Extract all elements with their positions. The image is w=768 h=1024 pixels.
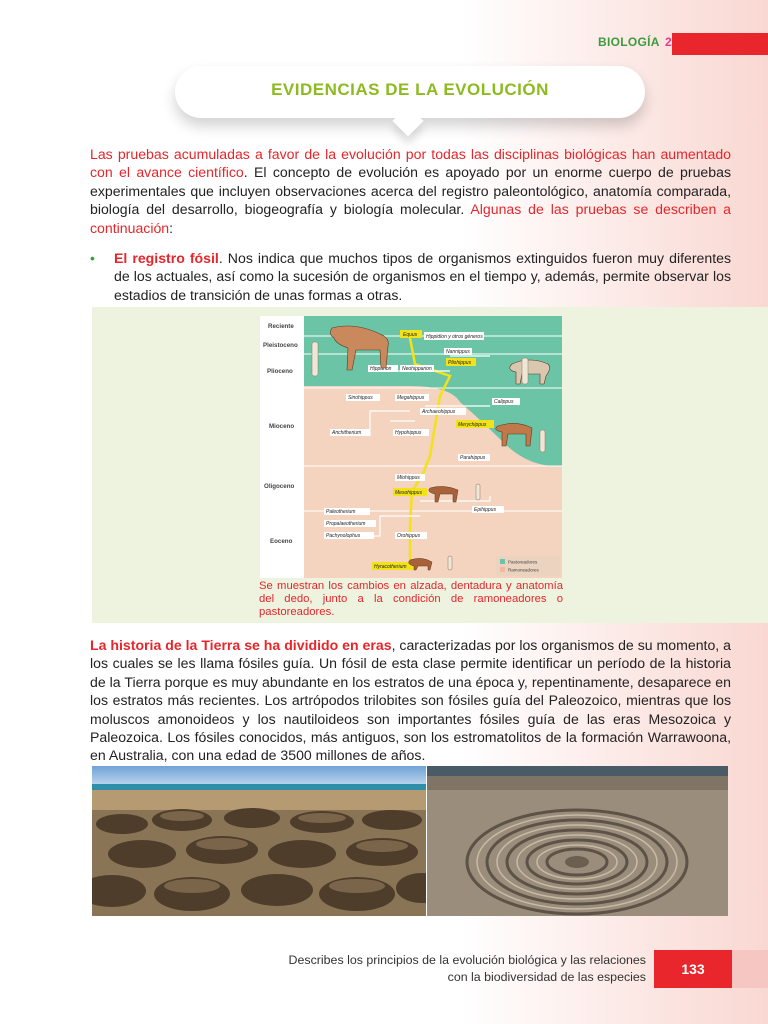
page-number: 133 [654,950,732,988]
stromatolites-photo [92,766,426,916]
horse-evolution-chart [260,316,562,578]
genus-label: Calippus [494,399,514,405]
genus-label: Hyracotherium [374,564,407,570]
header-red-bar [672,33,768,55]
horse-evolution-diagram [260,316,562,578]
figure-caption: Se muestran los cambios en alzada, dentadura y anatomía del dedo, junto a la condición de ramoneadores o pastoreadores. [259,580,563,619]
genus-label: Epihippus [474,507,496,513]
subject-number: 2 [664,35,672,49]
genus-label: Parahippus [460,455,486,461]
bullet-marker: • [90,250,95,266]
era-label: Mioceno [269,423,295,430]
genus-label: Miohippus [397,475,420,481]
footer-line: con la biodiversidad de las especies [447,970,646,984]
era-label: Oligoceno [264,483,295,490]
genus-label: Orohippus [397,533,421,539]
earth-history-text: , caracterizadas por los organismos de su momento, a los cuales se les llama fósiles guía. Un fósil de esta clase permite identificar un período de la historia de la Tierra porque es muy abundante en los estratos de una época y, repentinamente, desaparece en los estratos más recientes. Los artrópodos trilobites son fósiles guía del Paleozoico, mientras que los moluscos amonoideos y los nautiloideos son importantes fósiles guía de las eras Mesozoica y Paleozoica. Los fósiles conocidos, más antiguos, son los estromatolitos de la formación Warrawoona, en Australia, con una edad de 3500 millones de años. [90,637,731,764]
genus-label: Nannippus [446,349,470,355]
legend-label: Ramoneadores [508,567,539,573]
genus-label: Hippidion y otros géneros [426,334,483,340]
era-label: Plioceno [267,368,293,375]
footer-line: Describes los principios de la evolución biológica y las relaciones [288,953,646,967]
genus-label: Hipparion [370,366,392,372]
legend-label: Pastoreadores [508,559,538,565]
intro-body-2: : [169,219,174,236]
page-title: EVIDENCIAS DE LA EVOLUCIÓN [271,80,549,99]
genus-label: Paleotherium [326,509,356,515]
genus-label: Sinohippus [348,395,373,401]
subject-header [598,35,672,49]
era-label: Pleistoceno [263,342,298,349]
subject-name: BIOLOGÍA [598,35,660,49]
genus-label: Pliohippus [448,360,472,366]
intro-highlight-1: Las pruebas acumuladas a favor de la evolución por todas las disciplinas biológicas han aumentado con el avance científico [90,146,731,181]
fossil-record-paragraph [114,249,731,304]
page-number-strip [732,950,768,988]
earth-history-paragraph [90,636,731,765]
genus-label: Hypohippus [395,430,422,436]
footer-description [250,952,646,986]
earth-history-heading: La historia de la Tierra se ha dividido en eras [90,637,392,653]
intro-highlight-2: Algunas de las pruebas se describen a continuación [90,201,732,236]
genus-label: Archaeohippus [422,409,456,415]
genus-label: Megahippus [397,395,425,401]
genus-label: Mesohippus [395,490,422,496]
ammonite-fossil-photo [427,766,728,916]
genus-label: Neohipparion [402,366,432,372]
genus-label: Merychippus [458,422,487,428]
intro-paragraph [90,145,731,237]
intro-body-1: . El concepto de evolución es apoyado por un enorme cuerpo de pruebas experimentales que incluyen observaciones acerca del registro paleontológico, anatomía comparada, biología del desarrollo, biogeografía y biología molecular. [90,164,731,218]
genus-label: Anchitherium [332,430,362,436]
genus-label: Propalaeotherium [326,521,366,527]
fossil-record-text: . Nos indica que muchos tipos de organismos extinguidos fueron muy diferentes de los actuales, así como la sucesión de organismos en el tiempo y, además, permite observar los estadios de transición de unas formas a otras. [114,250,731,303]
genus-label: Equus [403,332,418,338]
genus-label: Pachynolophus [326,533,361,539]
fossil-record-heading: El registro fósil [114,250,219,266]
era-label: Reciente [268,323,294,330]
era-label: Eoceno [270,538,293,545]
